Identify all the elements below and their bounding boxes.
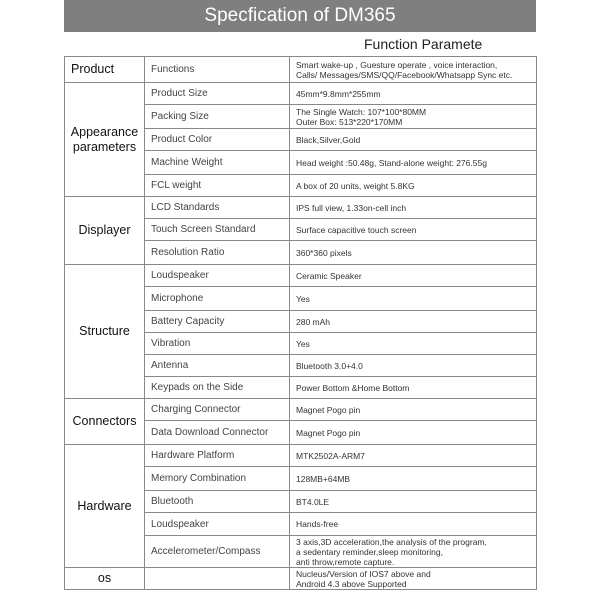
value-text: anti throw,remote capture. — [296, 556, 395, 567]
value-text: 360*360 pixels — [296, 247, 352, 258]
value-text: 45mm*9.8mm*255mm — [296, 88, 381, 99]
parameter-label: Battery Capacity — [151, 316, 225, 327]
spec-table — [64, 56, 537, 590]
parameter-label: Vibration — [151, 338, 191, 349]
value-cell — [290, 536, 537, 568]
value-text: Magnet Pogo pin — [296, 427, 361, 438]
parameter-cell — [145, 536, 290, 568]
parameter-cell — [145, 175, 290, 197]
parameter-label: Product Color — [151, 134, 213, 145]
value-text: Yes — [296, 338, 310, 349]
parameter-cell — [145, 467, 290, 491]
parameter-cell — [145, 241, 290, 265]
category-cell — [65, 197, 145, 265]
value-cell — [290, 568, 537, 590]
value-text: A box of 20 units, weight 5.8KG — [296, 180, 415, 191]
value-cell — [290, 151, 537, 175]
category-label: Product — [71, 62, 115, 76]
parameter-cell — [145, 151, 290, 175]
value-cell — [290, 175, 537, 197]
value-text: Outer Box: 513*220*170MM — [296, 116, 403, 127]
parameter-cell — [145, 219, 290, 241]
value-text: Bluetooth 3.0+4.0 — [296, 360, 363, 371]
value-cell — [290, 57, 537, 83]
value-text: 280 mAh — [296, 316, 331, 327]
parameter-cell — [145, 197, 290, 219]
value-text: Ceramic Speaker — [296, 270, 362, 281]
value-cell — [290, 491, 537, 513]
parameter-cell — [145, 311, 290, 333]
section-subtitle: Function Paramete — [364, 36, 483, 52]
spec-sheet — [64, 0, 536, 600]
value-text: Yes — [296, 293, 310, 304]
parameter-cell — [145, 421, 290, 445]
parameter-label: Antenna — [151, 360, 189, 371]
subtitle-row — [64, 32, 536, 56]
category-label: Connectors — [72, 414, 137, 428]
value-text: 3 axis,3D acceleration,the analysis of the program, — [296, 536, 487, 547]
value-cell — [290, 219, 537, 241]
parameter-cell — [145, 57, 290, 83]
parameter-cell — [145, 265, 290, 287]
value-cell — [290, 241, 537, 265]
parameter-label: Microphone — [151, 293, 204, 304]
page-title: Specfication of DM365 — [64, 0, 536, 32]
value-cell — [290, 311, 537, 333]
value-cell — [290, 129, 537, 151]
parameter-label: Touch Screen Standard — [151, 224, 256, 235]
parameter-cell — [145, 377, 290, 399]
value-cell — [290, 333, 537, 355]
parameter-label: Charging Connector — [151, 404, 241, 415]
parameter-label: Keypads on the Side — [151, 382, 244, 393]
parameter-label: Loudspeaker — [151, 518, 209, 530]
value-text: a sedentary reminder,sleep monitoring, — [296, 546, 443, 557]
parameter-cell — [145, 105, 290, 129]
value-cell — [290, 197, 537, 219]
parameter-label: Accelerometer/Compass — [151, 546, 261, 557]
value-cell — [290, 265, 537, 287]
parameter-label: Loudspeaker — [151, 270, 209, 281]
value-text: Power Bottom &Home Bottom — [296, 382, 410, 393]
parameter-label: LCD Standards — [151, 202, 220, 213]
table-row — [65, 83, 537, 105]
parameter-cell — [145, 491, 290, 513]
value-text: MTK2502A-ARM7 — [296, 450, 365, 461]
category-cell — [65, 265, 145, 399]
spec-table-body — [65, 57, 537, 590]
parameter-label: Bluetooth — [151, 496, 194, 507]
value-text: Smart wake-up , Guesture operate , voice interaction, — [296, 59, 498, 70]
parameter-label: Hardware Platform — [151, 450, 235, 461]
value-text: Hands-free — [296, 519, 339, 529]
parameter-cell — [145, 355, 290, 377]
value-text: The Single Watch: 107*100*80MM — [296, 106, 427, 117]
parameter-cell — [145, 513, 290, 536]
value-text: Nucleus/Version of IOS7 above and — [296, 568, 431, 579]
value-text: Black,Silver,Gold — [296, 134, 361, 145]
parameter-cell — [145, 445, 290, 467]
parameter-label: Product Size — [151, 88, 208, 99]
category-cell — [65, 57, 145, 83]
value-cell — [290, 399, 537, 421]
parameter-cell — [145, 129, 290, 151]
category-label: Hardware — [77, 498, 132, 513]
value-text: BT4.0LE — [296, 496, 330, 507]
value-cell — [290, 83, 537, 105]
category-label: Appearance parameters — [70, 124, 139, 154]
value-cell — [290, 445, 537, 467]
value-cell — [290, 105, 537, 129]
value-cell — [290, 355, 537, 377]
category-cell — [65, 445, 145, 568]
value-text: Android 4.3 above Supported — [296, 578, 407, 589]
category-cell — [65, 83, 145, 197]
parameter-cell — [145, 399, 290, 421]
category-label: os — [97, 571, 112, 585]
parameter-label: Resolution Ratio — [151, 247, 225, 258]
value-cell — [290, 377, 537, 399]
parameter-label: Data Download Connector — [151, 427, 269, 438]
parameter-cell — [145, 83, 290, 105]
parameter-label: Machine Weight — [151, 157, 223, 168]
value-text: 128MB+64MB — [296, 473, 351, 484]
value-cell — [290, 467, 537, 491]
parameter-cell — [145, 287, 290, 311]
value-text: Head weight :50.48g, Stand-alone weight: 276.55g — [296, 157, 487, 168]
value-cell — [290, 421, 537, 445]
table-row — [65, 265, 537, 287]
value-cell — [290, 287, 537, 311]
parameter-cell — [145, 568, 290, 590]
value-text: IPS full view, 1.33on-cell inch — [296, 202, 407, 213]
value-text: Calls/ Messages/SMS/QQ/Facebook/Whatsapp Sync etc. — [296, 69, 513, 80]
table-row — [65, 57, 537, 83]
category-cell — [65, 568, 145, 590]
value-cell — [290, 513, 537, 536]
value-text: Surface capacitive touch screen — [296, 224, 417, 235]
category-label: Displayer — [78, 223, 131, 237]
category-label: Structure — [79, 324, 130, 338]
parameter-label: Memory Combination — [151, 473, 247, 484]
value-text: Magnet Pogo pin — [296, 404, 361, 415]
table-row — [65, 399, 537, 421]
table-row — [65, 197, 537, 219]
parameter-cell — [145, 333, 290, 355]
category-cell — [65, 399, 145, 445]
parameter-label: FCL weight — [151, 180, 202, 191]
table-row — [65, 568, 537, 590]
parameter-label: Functions — [151, 64, 195, 75]
parameter-label: Packing Size — [151, 111, 209, 122]
table-row — [65, 445, 537, 467]
